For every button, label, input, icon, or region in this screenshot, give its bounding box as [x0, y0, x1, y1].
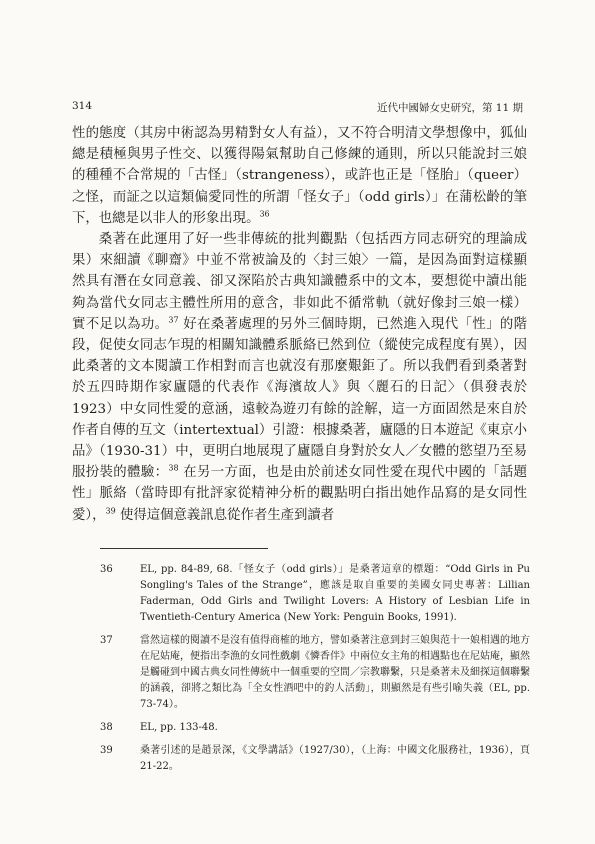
- footnote-number: 39: [100, 745, 113, 756]
- paragraph: [72, 123, 527, 229]
- footnote-text: EL, pp. 133-48.: [140, 722, 218, 733]
- paragraph-text: 使得這個意義訊息從作者生產到讀者: [119, 507, 335, 523]
- paragraph-text: 性的態度（其房中術認為男精對女人有益），又不符合明清文學想像中，狐仙總是積極與男子性交、以獲得陽氣幫助自己修練的通則，所以只能說封三娘的種種不合常規的「古怪」（strangeness），或許也正是「怪胎」（queer）之怪，而証之以這類偏愛同性的所謂「怪女子」（odd girls）」在蒲松齡的筆下，也總是以非人的形象出現。: [72, 126, 527, 226]
- paragraph: [72, 229, 527, 526]
- footnote: [100, 562, 530, 626]
- page-number: 314: [72, 100, 93, 112]
- footnote: [100, 633, 530, 713]
- footnote-number: 38: [100, 722, 113, 733]
- footnote: [100, 743, 530, 775]
- body-text: [72, 123, 527, 526]
- paragraph-text: 好在桑著處理的另外三個時期，已然進入現代「性」的階段，促使女同志乍現的相關知識體系脈絡已然到位（縱使完成程度有異），因此桑著的文本閱讀工作相對而言也就沒有那麼艱鉅了。所以我們看到桑著對於五四時期作家廬隱的代表作《海濱故人》與〈麗石的日記〉（俱發表於 1923）中女同性愛的意涵，遠較為遊刃有餘的詮解，這一方面固然是來自於作者自傳的互文（intertextual）引證：根據桑著，廬隱的日本遊記《東京小品》（1930-31）中，更明白地展現了廬隱自身對於女人／女體的慾望乃至易服扮裝的體驗：: [72, 316, 528, 481]
- footnote-ref: 36: [259, 209, 270, 219]
- footnote-divider: [100, 548, 268, 549]
- footnote-text: 當然這樣的閱讀不是沒有值得商榷的地方，譬如桑著注意到封三娘與范十一娘相遇的地方在尼姑庵，便指出李漁的女同性戲劇《憐香伴》中兩位女主角的相遇點也在尼姑庵，顯然是觸碰到中國古典女同性傳統中一個重要的空間／宗教聯繫，只是桑著未及細探這個聯繫的涵義，卻將之類比為「全女性酒吧中的釣人活動」，則顯然是有些引喻失義（EL, pp. 73-74）。: [140, 635, 530, 710]
- footnote-number: 37: [100, 635, 113, 646]
- footnote-text: EL, pp. 84-89, 68.「怪女子（odd girls）」是桑著這章的標題：“Odd Girls in Pu Songling's Tales of the Strange”，應該是取自重要的美國女同史專著：Lillian Faderman, Odd Girls and Twilight Lovers: A History of Lesbian Life in Twentieth-Century America (New York: Penguin Books, 1991).: [140, 564, 530, 623]
- footnotes: [100, 562, 530, 782]
- paragraph-text: 桑著在此運用了好一些非傳統的批判觀點（包括西方同志研究的理論成果）來細讀《聊齋》中並不常被論及的〈封三娘〉一篇，是因為面對這樣顯然具有潛在女同意義、卻又深陷於古典知識體系中的文本，要想從中讀出能夠為當代女同志主體性所用的意含，非如此不循常軌（就好像封三娘一樣）實不足以為功。: [72, 232, 527, 332]
- footnote-ref: 38: [168, 463, 179, 473]
- footnote-text: 桑著引述的是趙景深，《文學講話》（1927/30），（上海：中國文化服務社，1936），頁 21-22。: [140, 745, 530, 772]
- paragraph-text: 在另一方面，也是由於前述女同性愛在現代中國的「話題性」脈絡（當時即有批評家從精神分析的觀點明白指出她作品寫的是女同性愛），: [72, 465, 528, 523]
- footnote: [100, 720, 530, 736]
- footnote-ref: 37: [168, 315, 179, 325]
- running-header: [72, 100, 523, 116]
- footnote-ref: 39: [105, 506, 116, 516]
- journal-title: 近代中國婦女史研究，第 11 期: [376, 102, 523, 114]
- footnote-number: 36: [100, 564, 113, 575]
